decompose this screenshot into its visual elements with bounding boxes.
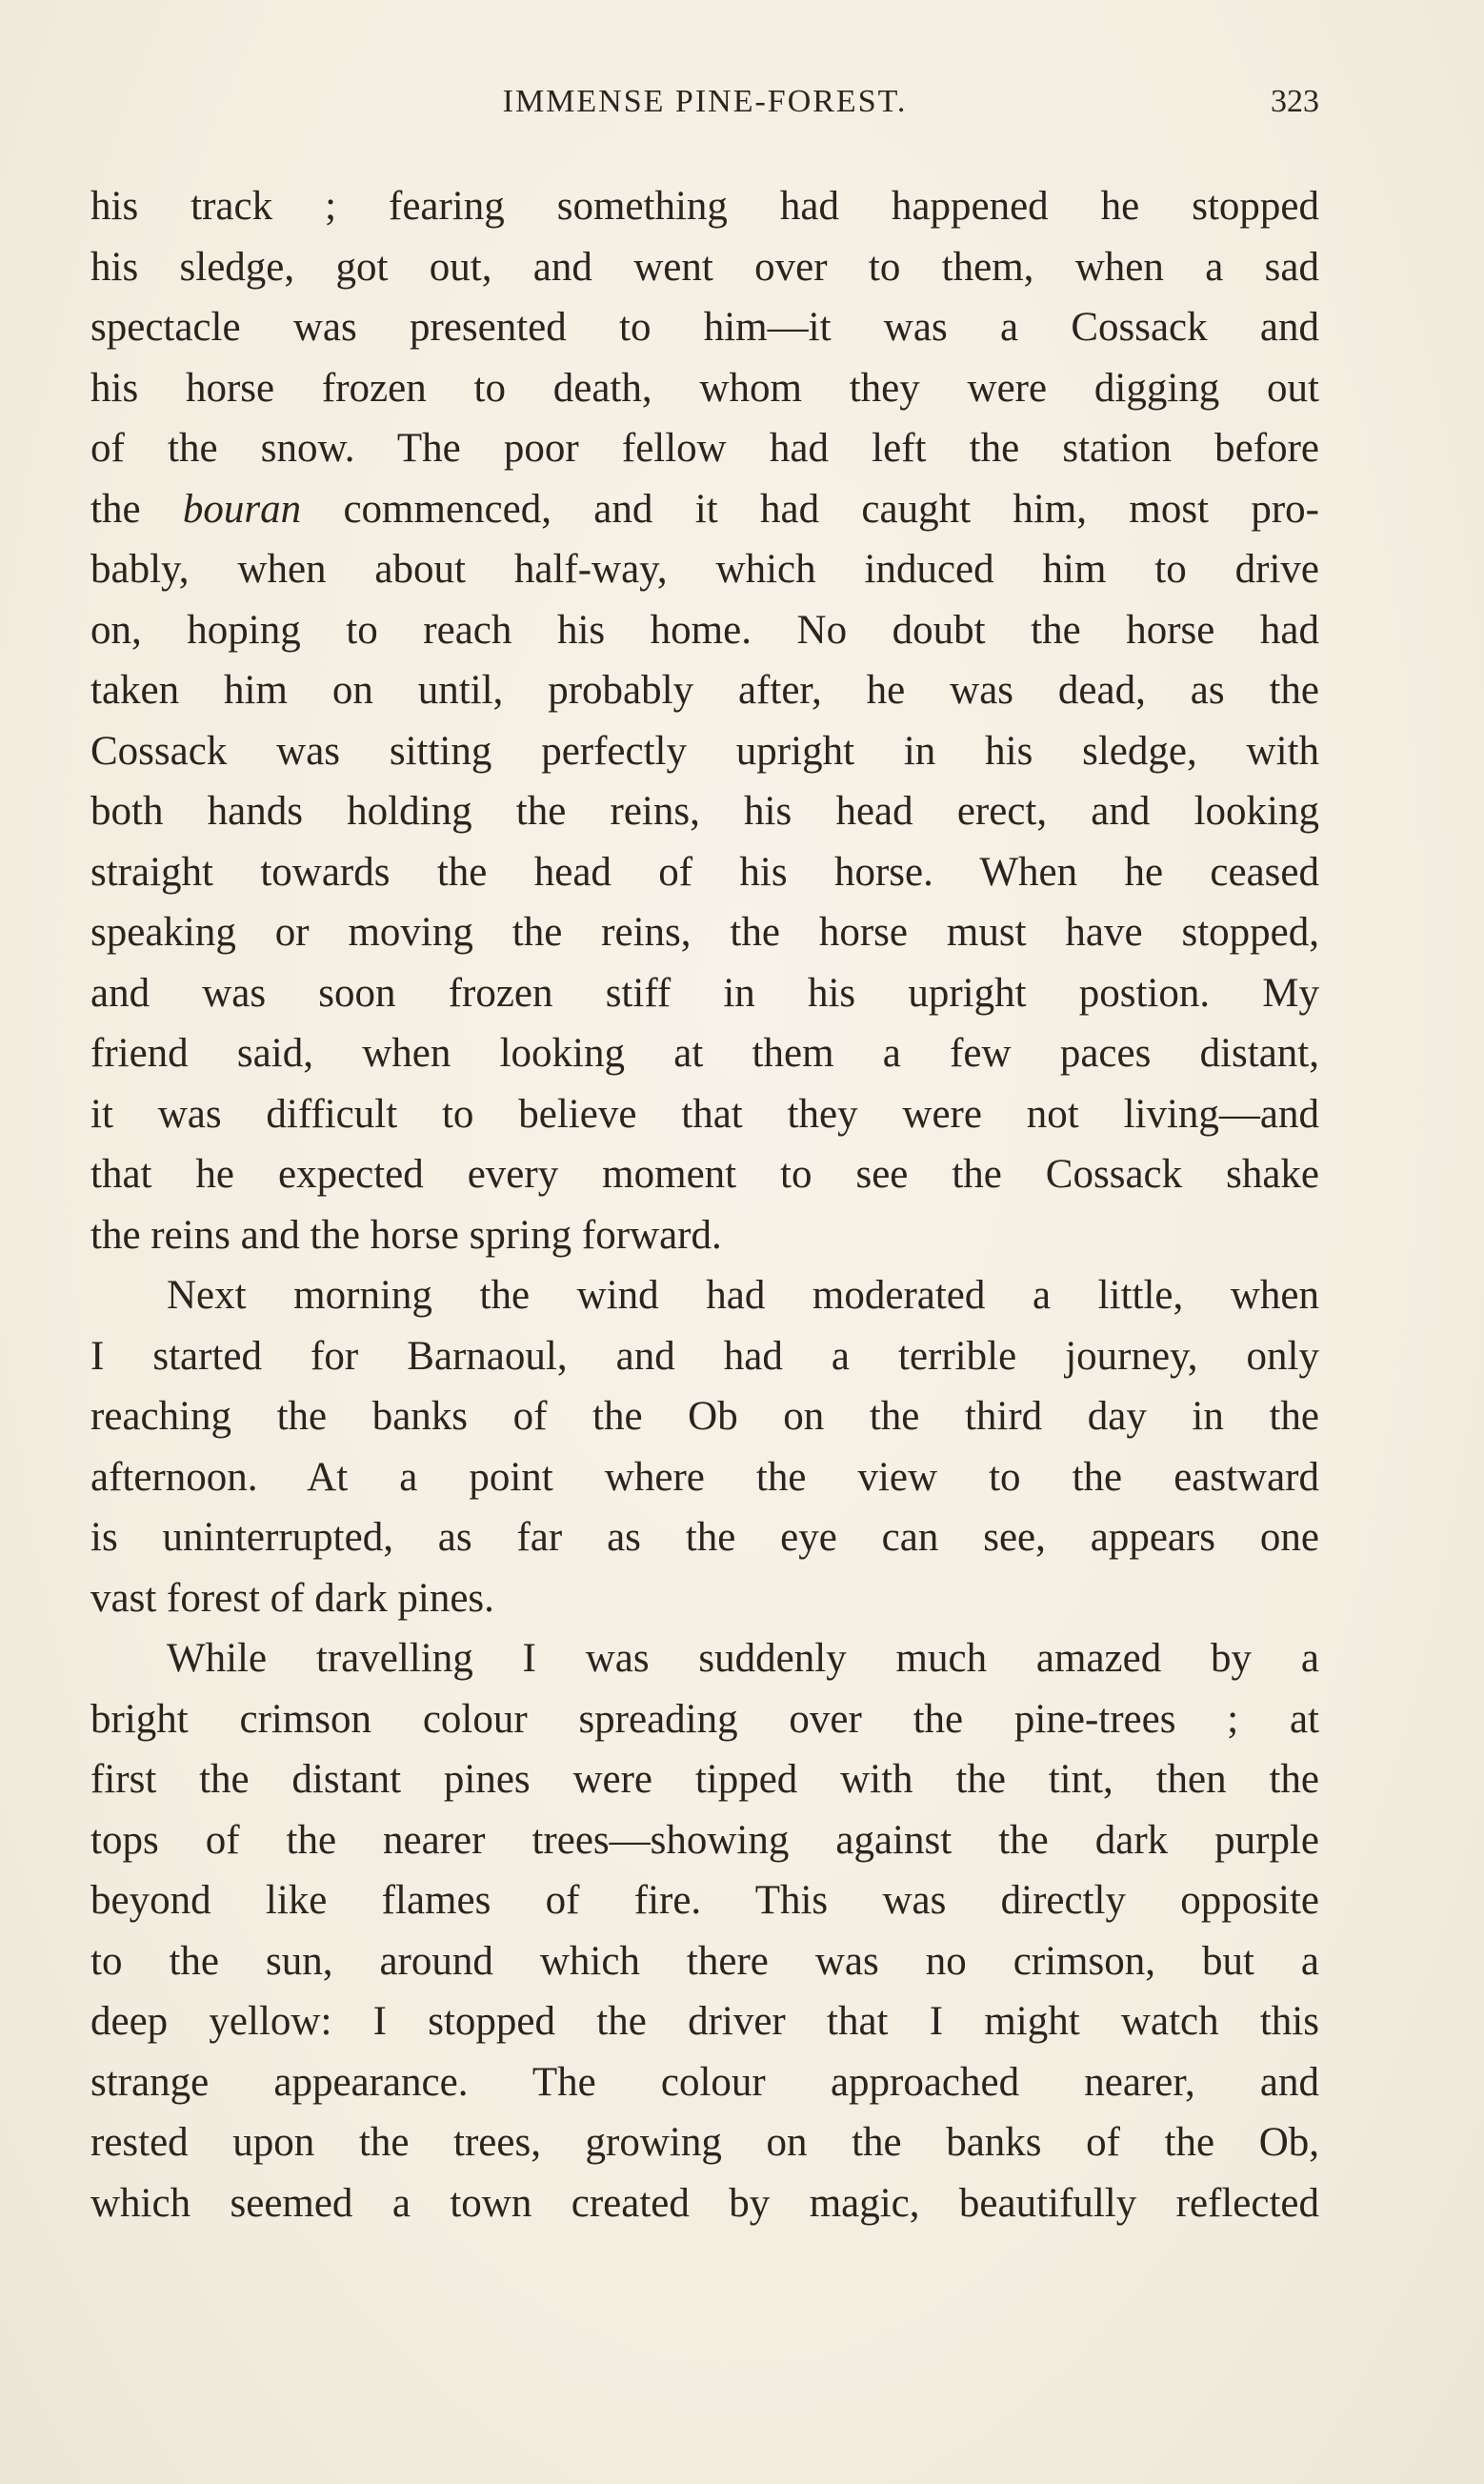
text-line: is uninterrupted, as far as the eye can see, appears one [90,1515,1319,1560]
text-line: While travelling I was suddenly much amazed by a [167,1636,1319,1681]
paragraph [90,176,1319,1265]
text-line: taken him on until, probably after, he was dead, as the [90,668,1319,713]
body-text [90,176,1319,2233]
text-line: bright crimson colour spreading over the pine-trees ; at [90,1696,1319,1742]
text-line: vast forest of dark pines. [90,1575,494,1621]
text-line: speaking or moving the reins, the horse must have stopped, [90,910,1319,955]
text-line: that he expected every moment to see the Cossack shake [90,1152,1319,1197]
text-line: rested upon the trees, growing on the banks of the Ob, [90,2120,1319,2165]
text-line: to the sun, around which there was no crimson, but a [90,1938,1319,1984]
text-line: afternoon. At a point where the view to the eastward [90,1454,1319,1500]
text-line: deep yellow: I stopped the driver that I might watch this [90,1999,1319,2044]
text-line: his sledge, got out, and went over to them, when a sad [90,244,1319,290]
text-segment: the [90,486,183,532]
running-title: IMMENSE PINE-FOREST. [502,84,908,119]
paragraph [90,1265,1319,1628]
text-line: his horse frozen to death, whom they were digging out [90,365,1319,411]
text-line [90,479,1319,540]
text-segment: commenced, and it had caught him, most pro- [301,486,1319,532]
running-head [90,84,1319,141]
text-line: tops of the nearer trees—showing against the dark purple [90,1817,1319,1863]
text-line: strange appearance. The colour approached nearer, and [90,2059,1319,2105]
page-number: 323 [1271,84,1319,119]
text-line: it was difficult to believe that they were not living—and [90,1091,1319,1137]
text-line: I started for Barnaoul, and had a terrible journey, only [90,1333,1319,1379]
text-line: on, hoping to reach his home. No doubt the horse had [90,607,1319,653]
text-line: Next morning the wind had moderated a little, when [167,1273,1319,1318]
text-line: his track ; fearing something had happened he stopped [90,184,1319,229]
text-line: first the distant pines were tipped with the tint, then the [90,1757,1319,1802]
text-line: which seemed a town created by magic, beautifully reflected [90,2180,1319,2226]
text-line: and was soon frozen stiff in his upright postion. My [90,970,1319,1016]
text-line: the reins and the horse spring forward. [90,1212,722,1258]
text-line: reaching the banks of the Ob on the third day in the [90,1394,1319,1439]
text-line: friend said, when looking at them a few paces distant, [90,1031,1319,1076]
text-line: beyond like flames of fire. This was directly opposite [90,1878,1319,1923]
text-line: Cossack was sitting perfectly upright in his sledge, with [90,728,1319,774]
text-line: of the snow. The poor fellow had left the station before [90,426,1319,471]
paragraph [90,1628,1319,2233]
text-line: straight towards the head of his horse. When he ceased [90,849,1319,895]
text-line: spectacle was presented to him—it was a Cossack and [90,305,1319,350]
text-line: both hands holding the reins, his head erect, and looking [90,789,1319,834]
italic-term: bouran [182,486,302,532]
text-line: bably, when about half-way, which induced him to drive [90,547,1319,592]
